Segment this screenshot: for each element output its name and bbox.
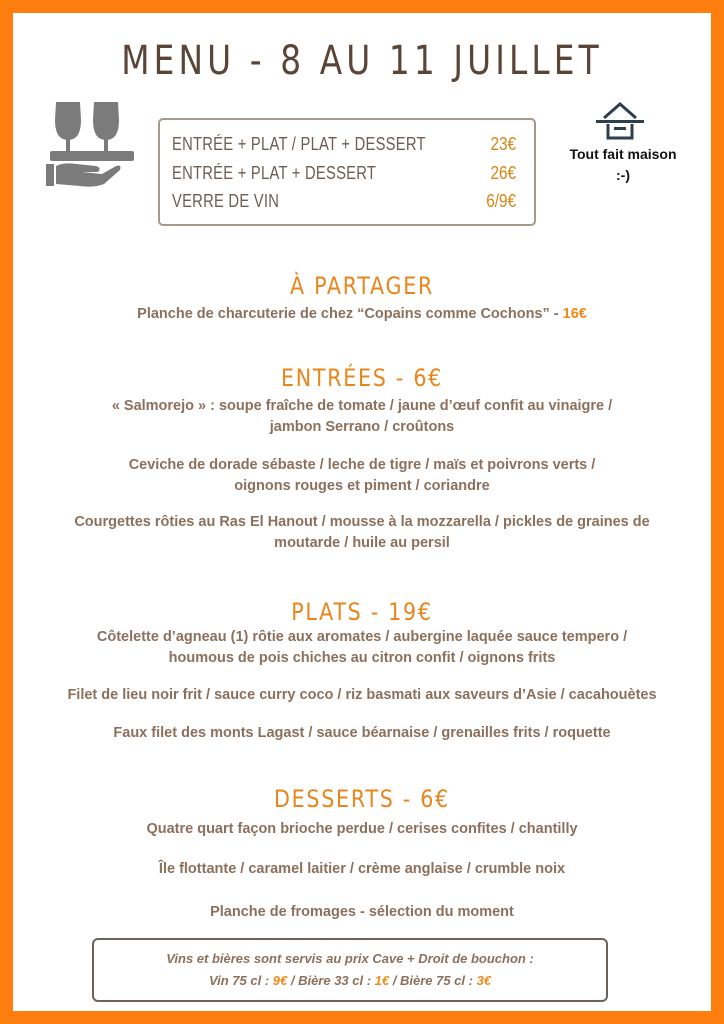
wine-glasses-on-tray-icon	[44, 100, 136, 188]
item-text: Planche de charcuterie de chez “Copains comme Cochons” -	[137, 306, 563, 322]
menu-item	[30, 723, 694, 744]
item-price: 16€	[562, 306, 587, 322]
price-box	[158, 118, 536, 226]
price-value: 23€	[490, 134, 516, 154]
price-row	[172, 130, 516, 158]
item-line: « Salmorejo » : soupe fraîche de tomate / jaune d’œuf confit au vinaigre /	[111, 398, 613, 414]
item-line: oignons rouges et piment / coriandre	[234, 478, 490, 494]
menu-item	[30, 512, 694, 554]
note-text: Vin 75 cl :	[208, 973, 273, 988]
menu-item	[30, 455, 694, 497]
item-line: Courgettes rôties au Ras El Hanout / mousse à la mozzarella / pickles de graines de	[74, 514, 650, 530]
homemade-label	[548, 144, 698, 186]
price-label: VERRE DE VIN	[172, 191, 280, 211]
page-title: MENU - 8 AU 11 JUILLET	[121, 38, 603, 84]
section-title-entrees: ENTRÉES - 6€	[280, 364, 444, 392]
note-price: 9€	[272, 973, 288, 988]
item-line: Filet de lieu noir frit / sauce curry coco / riz basmati aux saveurs d’Asie / cacahouètes	[67, 687, 657, 703]
item-line: moutarde / huile au persil	[274, 535, 450, 551]
price-row	[172, 159, 516, 187]
item-line: Faux filet des monts Lagast / sauce béarnaise / grenailles frits / roquette	[113, 725, 611, 741]
item-line: Côtelette d’agneau (1) rôtie aux aromates / aubergine laquée sauce tempero /	[96, 629, 628, 645]
section-title-partager: À PARTAGER	[289, 272, 435, 300]
menu-item	[30, 627, 694, 669]
item-line: Ceviche de dorade sébaste / leche de tigre / maïs et poivrons verts /	[128, 457, 596, 473]
price-label: ENTRÉE + PLAT + DESSERT	[172, 163, 377, 183]
menu-item	[30, 304, 694, 325]
smiley-text: :-)	[616, 167, 630, 183]
section-title-desserts: DESSERTS - 6€	[274, 785, 450, 813]
item-line: houmous de pois chiches au citron confit / oignons frits	[168, 650, 556, 666]
note-text: / Bière 75 cl :	[389, 973, 477, 988]
homemade-line: Tout fait maison	[569, 146, 677, 162]
section-title-plats: PLATS - 19€	[291, 598, 433, 626]
price-value: 6/9€	[486, 191, 516, 211]
price-value: 26€	[490, 163, 516, 183]
menu-item: Planche de fromages - sélection du moment	[210, 904, 514, 920]
note-price: 1€	[374, 973, 390, 988]
house-icon	[596, 100, 644, 140]
menu-item: Quatre quart façon brioche perdue / cerises confites / chantilly	[146, 821, 578, 837]
note-text: / Bière 33 cl :	[287, 973, 375, 988]
note-line: Vins et bières sont servis au prix Cave + Droit de bouchon :	[166, 951, 534, 966]
note-price: 3€	[476, 973, 492, 988]
menu-item: Île flottante / caramel laitier / crème anglaise / crumble noix	[158, 861, 566, 877]
price-label: ENTRÉE + PLAT / PLAT + DESSERT	[172, 134, 426, 154]
price-row	[172, 187, 516, 215]
menu-item	[30, 685, 694, 706]
note-prices	[94, 970, 606, 992]
menu-item	[30, 396, 694, 438]
item-line: jambon Serrano / croûtons	[269, 419, 455, 435]
corkage-note-box	[92, 938, 608, 1002]
